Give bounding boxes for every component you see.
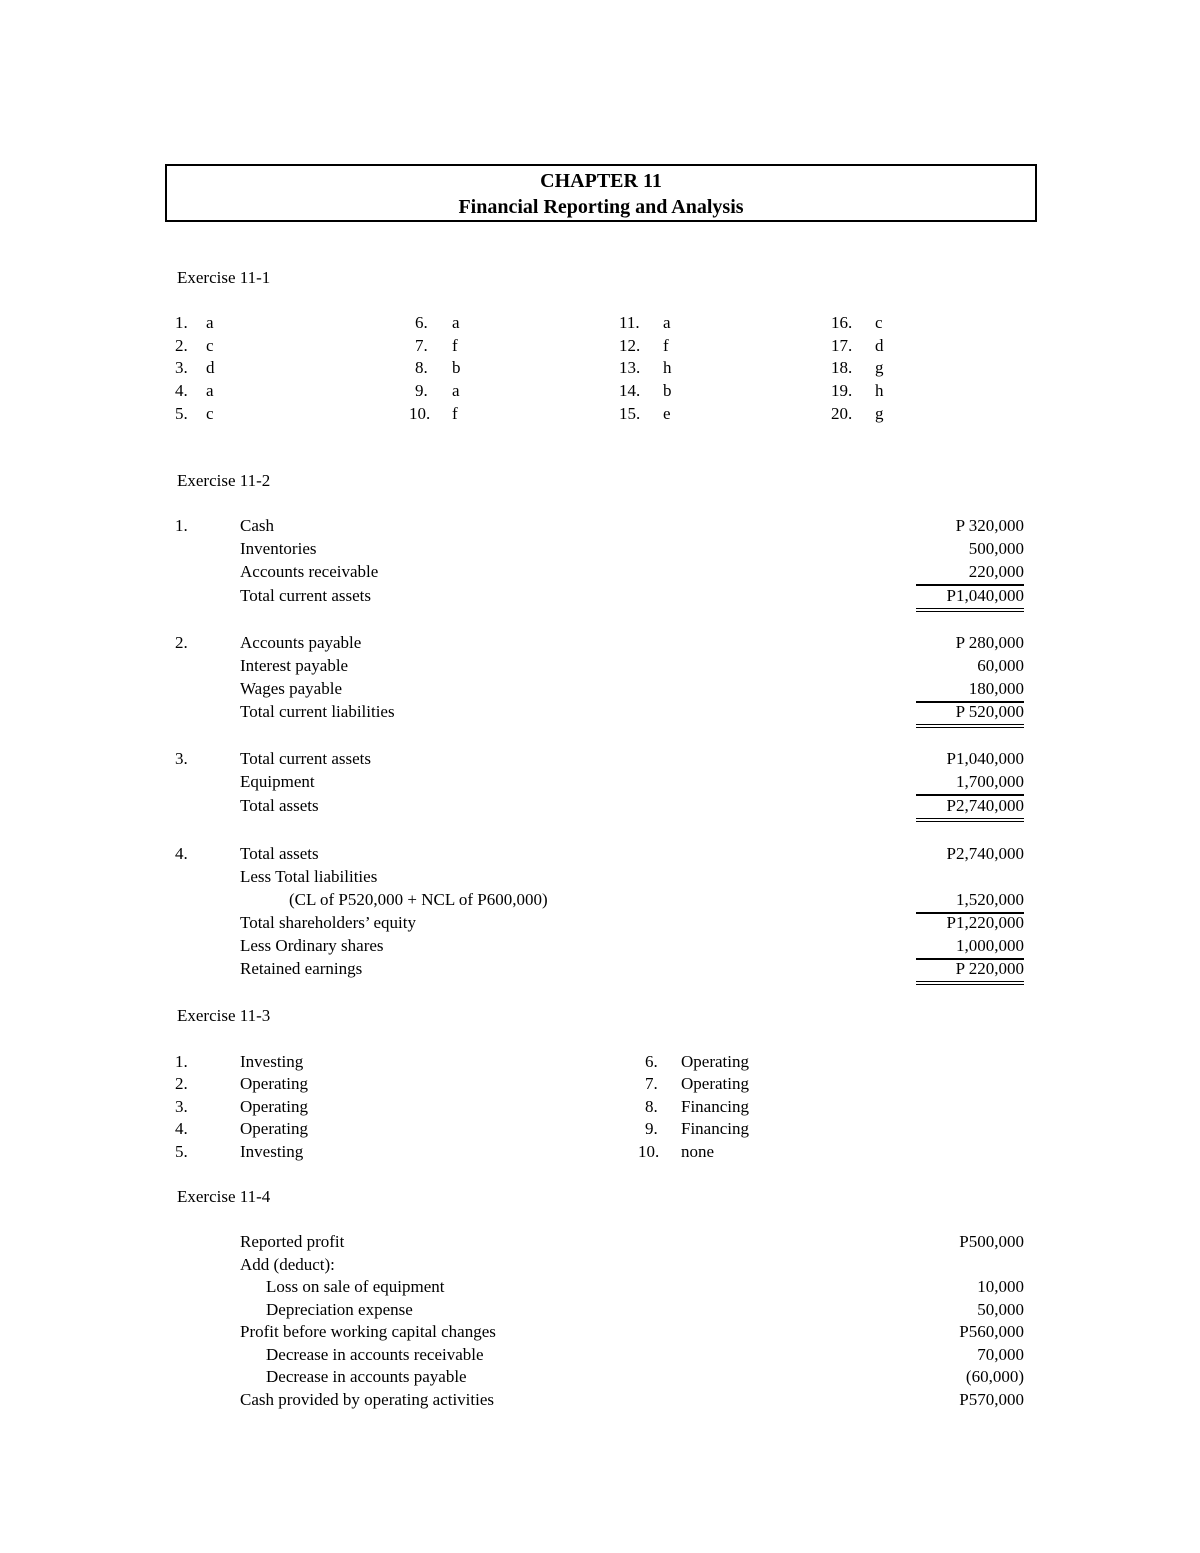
ex2-total-amount: P 520,000: [916, 701, 1024, 728]
ex1-item-answer: a: [452, 313, 460, 332]
ex3-item-number: 8.: [645, 1097, 658, 1116]
ex3-item-answer: Investing: [240, 1052, 304, 1071]
ex1-item-number: 6.: [415, 313, 428, 332]
ex1-item-answer: c: [206, 336, 214, 355]
chapter-header-box: [165, 164, 1037, 222]
ex4-row-label: Cash provided by operating activities: [240, 1390, 494, 1409]
ex2-row-amount: 180,000: [916, 678, 1024, 703]
ex1-item-number: 12.: [619, 336, 641, 355]
ex2-row-amount: P1,040,000: [946, 749, 1024, 768]
ex3-item-answer: Financing: [681, 1119, 749, 1138]
ex3-item-answer: Operating: [681, 1074, 749, 1093]
ex1-item-number: 13.: [619, 358, 641, 377]
ex1-item-number: 7.: [415, 336, 428, 355]
ex1-item-number: 18.: [831, 358, 853, 377]
ex2-row-amount: P2,740,000: [946, 844, 1024, 863]
ex3-item-number: 9.: [645, 1119, 658, 1138]
ex2-row-label: Less Total liabilities: [240, 867, 378, 886]
ex2-row-label: Cash: [240, 516, 274, 535]
ex2-row-amount: P 280,000: [955, 633, 1024, 652]
ex3-item-number: 7.: [645, 1074, 658, 1093]
ex1-item-answer: a: [206, 381, 214, 400]
ex1-item-answer: h: [663, 358, 672, 377]
ex2-total-amount: P2,740,000: [916, 795, 1024, 822]
ex1-item-answer: a: [663, 313, 671, 332]
ex2-row-label: Accounts payable: [240, 633, 362, 652]
ex1-item-answer: d: [206, 358, 215, 377]
ex2-row-amount: P 320,000: [955, 516, 1024, 535]
ex1-item-answer: a: [206, 313, 214, 332]
ex4-row-amount: P500,000: [959, 1232, 1024, 1251]
ex4-row-amount: 50,000: [977, 1300, 1024, 1319]
ex1-item-number: 2.: [175, 336, 188, 355]
ex4-row-amount: P560,000: [959, 1322, 1024, 1341]
ex4-row-amount: 70,000: [977, 1345, 1024, 1364]
ex1-item-answer: b: [452, 358, 461, 377]
ex2-row-amount: 60,000: [977, 656, 1024, 675]
ex1-item-number: 9.: [415, 381, 428, 400]
ex1-item-answer: c: [875, 313, 883, 332]
ex3-item-answer: Operating: [240, 1097, 308, 1116]
ex1-item-number: 20.: [831, 404, 853, 423]
ex1-item-number: 3.: [175, 358, 188, 377]
ex1-item-number: 8.: [415, 358, 428, 377]
ex2-total-amount: P1,040,000: [916, 585, 1024, 612]
ex2-total-amount: P 220,000: [916, 958, 1024, 985]
ex2-row-label: Inventories: [240, 539, 317, 558]
ex2-part-number: 4.: [175, 844, 188, 863]
ex1-item-number: 4.: [175, 381, 188, 400]
ex1-item-number: 14.: [619, 381, 641, 400]
chapter-title: Financial Reporting and Analysis: [458, 196, 744, 218]
ex4-row-amount: P570,000: [959, 1390, 1024, 1409]
ex2-row-label: (CL of P520,000 + NCL of P600,000): [289, 890, 548, 909]
ex4-row-label: Loss on sale of equipment: [266, 1277, 445, 1296]
ex4-row-amount: 10,000: [977, 1277, 1024, 1296]
ex2-row-amount: 1,700,000: [916, 771, 1024, 796]
ex1-item-answer: b: [663, 381, 672, 400]
ex3-item-answer: Operating: [240, 1119, 308, 1138]
ex3-item-answer: Financing: [681, 1097, 749, 1116]
ex2-row-label: Total shareholders’ equity: [240, 913, 416, 932]
ex1-item-answer: e: [663, 404, 671, 423]
ex2-total-label: Total current assets: [240, 586, 371, 605]
ex1-item-number: 16.: [831, 313, 853, 332]
ex1-item-number: 17.: [831, 336, 853, 355]
ex2-part-number: 2.: [175, 633, 188, 652]
ex2-part-number: 1.: [175, 516, 188, 535]
ex1-item-answer: g: [875, 404, 884, 423]
ex4-row-label: Decrease in accounts payable: [266, 1367, 467, 1386]
ex2-total-label: Total current liabilities: [240, 702, 395, 721]
ex3-item-answer: Operating: [681, 1052, 749, 1071]
exercise-11-3-title: Exercise 11-3: [177, 1006, 271, 1025]
ex2-row-amount: 220,000: [916, 561, 1024, 586]
ex3-item-number: 3.: [175, 1097, 188, 1116]
ex1-item-answer: a: [452, 381, 460, 400]
ex3-item-answer: none: [681, 1142, 715, 1161]
ex3-item-number: 10.: [638, 1142, 660, 1161]
ex1-item-answer: c: [206, 404, 214, 423]
ex1-item-number: 1.: [175, 313, 188, 332]
ex2-row-label: Wages payable: [240, 679, 342, 698]
ex3-item-number: 2.: [175, 1074, 188, 1093]
ex1-item-answer: f: [663, 336, 669, 355]
ex4-row-amount: (60,000): [965, 1367, 1024, 1386]
ex1-item-number: 5.: [175, 404, 188, 423]
ex2-total-label: Total assets: [240, 796, 319, 815]
ex3-item-number: 4.: [175, 1119, 188, 1138]
ex2-row-amount: 1,000,000: [916, 935, 1024, 960]
ex2-part-number: 3.: [175, 749, 188, 768]
ex1-item-number: 15.: [619, 404, 641, 423]
ex1-item-answer: f: [452, 336, 458, 355]
ex2-row-label: Accounts receivable: [240, 562, 379, 581]
ex3-item-answer: Operating: [240, 1074, 308, 1093]
ex2-row-amount: P1,220,000: [946, 913, 1024, 932]
ex3-item-number: 5.: [175, 1142, 188, 1161]
ex4-row-label: Add (deduct):: [240, 1255, 335, 1274]
ex1-item-answer: h: [875, 381, 884, 400]
ex4-row-label: Reported profit: [240, 1232, 345, 1251]
ex3-item-number: 1.: [175, 1052, 188, 1071]
ex2-total-label: Retained earnings: [240, 959, 363, 978]
ex2-row-label: Less Ordinary shares: [240, 936, 384, 955]
ex4-row-label: Profit before working capital changes: [240, 1322, 496, 1341]
ex3-item-number: 6.: [645, 1052, 658, 1071]
ex1-item-answer: f: [452, 404, 458, 423]
ex2-row-amount: 1,520,000: [916, 889, 1024, 914]
ex4-row-label: Depreciation expense: [266, 1300, 413, 1319]
ex2-row-label: Total current assets: [240, 749, 371, 768]
exercise-11-1-title: Exercise 11-1: [177, 268, 271, 287]
ex1-item-number: 10.: [409, 404, 431, 423]
ex2-row-label: Equipment: [240, 772, 315, 791]
ex2-row-label: Interest payable: [240, 656, 349, 675]
chapter-number: CHAPTER 11: [540, 170, 662, 192]
ex1-item-answer: g: [875, 358, 884, 377]
ex1-item-number: 19.: [831, 381, 853, 400]
ex2-row-label: Total assets: [240, 844, 319, 863]
ex2-row-amount: 500,000: [968, 539, 1024, 558]
ex1-item-number: 11.: [619, 313, 640, 332]
exercise-11-2-title: Exercise 11-2: [177, 471, 271, 490]
exercise-11-4-title: Exercise 11-4: [177, 1187, 271, 1206]
ex1-item-answer: d: [875, 336, 884, 355]
ex3-item-answer: Investing: [240, 1142, 304, 1161]
ex4-row-label: Decrease in accounts receivable: [266, 1345, 484, 1364]
